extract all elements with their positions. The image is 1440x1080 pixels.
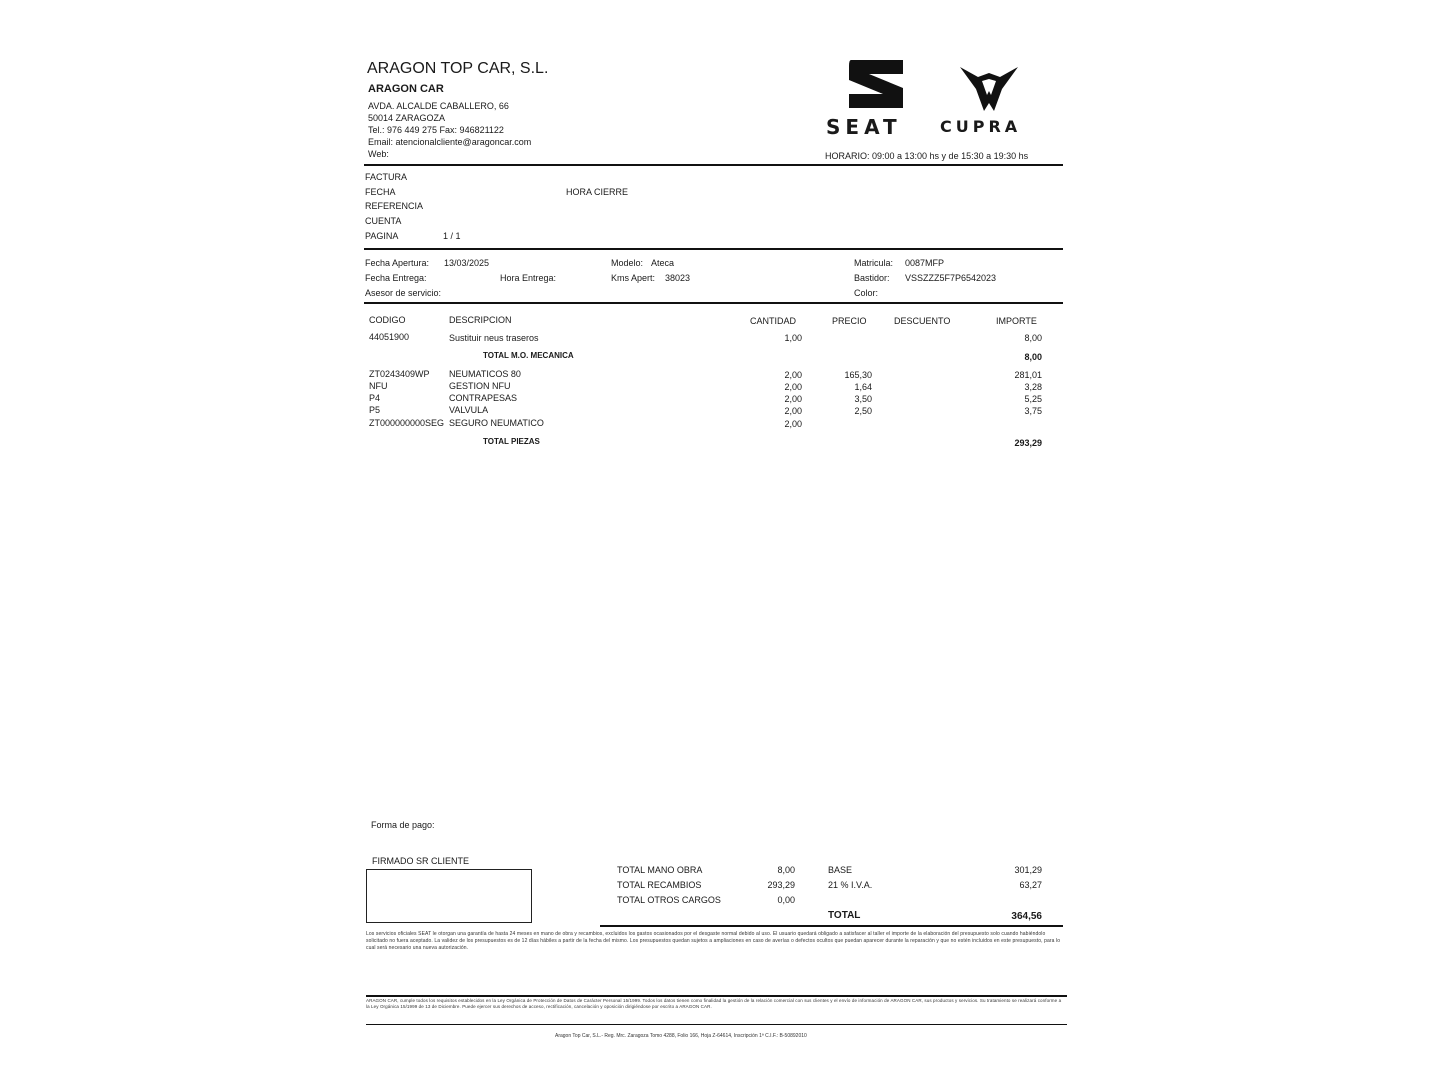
registry-text: Aragon Top Car, S.L.- Reg. Mrc. Zaragoza Tomo 4288, Folio 166, Hoja Z-64614, Inscripción 1ª C.I.F.: B-50892010 xyxy=(555,1033,807,1039)
value-kms: 38023 xyxy=(665,273,691,283)
value-modelo: Ateca xyxy=(651,258,675,268)
labor-total-value: 8,00 xyxy=(1024,352,1042,362)
seat-wordmark: SEAT xyxy=(826,115,902,139)
labor-row-cantidad: 1,00 xyxy=(784,333,802,343)
vehicle-divider xyxy=(364,302,1063,304)
part-row-5-cantidad: 2,00 xyxy=(784,419,802,429)
labor-total-label: TOTAL M.O. MECANICA xyxy=(483,351,574,360)
parts-total-value: 293,29 xyxy=(1014,438,1042,448)
label-hora-cierre: HORA CIERRE xyxy=(566,187,629,197)
summary-mano-obra-label: TOTAL MANO OBRA xyxy=(617,865,703,875)
part-row-1-precio: 165,30 xyxy=(844,370,872,380)
label-color: Color: xyxy=(854,288,879,298)
company-phone: Tel.: 976 449 275 Fax: 946821122 xyxy=(368,125,504,135)
part-row-3-descripcion: CONTRAPESAS xyxy=(449,393,518,403)
labor-row-importe: 8,00 xyxy=(1024,333,1042,343)
part-row-4-importe: 3,75 xyxy=(1024,406,1042,416)
seat-logo-icon xyxy=(845,58,907,110)
company-name: ARAGON TOP CAR, S.L. xyxy=(367,60,549,77)
company-web: Web: xyxy=(368,149,389,159)
label-modelo: Modelo: xyxy=(611,258,644,268)
company-email: Email: atencionalcliente@aragoncar.com xyxy=(368,137,532,147)
summary-iva-label: 21 % I.V.A. xyxy=(828,880,873,890)
part-row-2-cantidad: 2,00 xyxy=(784,382,802,392)
company-address-line1: AVDA. ALCALDE CABALLERO, 66 xyxy=(368,101,509,111)
label-asesor: Asesor de servicio: xyxy=(365,288,442,298)
col-header-codigo: CODIGO xyxy=(369,315,406,325)
summary-total-label: TOTAL xyxy=(828,910,861,921)
part-row-4-descripcion: VALVULA xyxy=(449,405,489,415)
legal-divider xyxy=(366,995,1067,997)
summary-base-value: 301,29 xyxy=(1014,865,1042,875)
summary-iva-value: 63,27 xyxy=(1019,880,1042,890)
parts-total-label: TOTAL PIEZAS xyxy=(483,437,540,446)
labor-row-codigo: 44051900 xyxy=(369,332,410,342)
signature-label: FIRMADO SR CLIENTE xyxy=(372,856,470,866)
part-row-3-precio: 3,50 xyxy=(854,394,872,404)
part-row-4-cantidad: 2,00 xyxy=(784,406,802,416)
part-row-1-descripcion: NEUMATICOS 80 xyxy=(449,369,521,379)
label-hora-entrega: Hora Entrega: xyxy=(500,273,557,283)
part-row-1-codigo: ZT0243409WP xyxy=(369,369,430,379)
label-cuenta: CUENTA xyxy=(365,216,402,226)
summary-recambios-value: 293,29 xyxy=(767,880,795,890)
summary-divider xyxy=(600,925,1063,927)
summary-otros-label: TOTAL OTROS CARGOS xyxy=(617,895,721,905)
summary-recambios-label: TOTAL RECAMBIOS xyxy=(617,880,702,890)
company-address-line2: 50014 ZARAGOZA xyxy=(368,113,446,123)
label-matricula: Matricula: xyxy=(854,258,894,268)
part-row-5-descripcion: SEGURO NEUMATICO xyxy=(449,418,544,428)
col-header-cantidad: CANTIDAD xyxy=(750,316,797,326)
col-header-descripcion: DESCRIPCION xyxy=(449,315,512,325)
cupra-wordmark: CUPRA xyxy=(940,117,1022,136)
summary-mano-obra-value: 8,00 xyxy=(777,865,795,875)
part-row-2-precio: 1,64 xyxy=(854,382,872,392)
label-referencia: REFERENCIA xyxy=(365,201,424,211)
part-row-1-cantidad: 2,00 xyxy=(784,370,802,380)
value-fecha-apertura: 13/03/2025 xyxy=(444,258,490,268)
col-header-importe: IMPORTE xyxy=(996,316,1037,326)
legal-divider-bottom xyxy=(366,1024,1067,1025)
part-row-3-cantidad: 2,00 xyxy=(784,394,802,404)
label-kms: Kms Apert: xyxy=(611,273,656,283)
summary-total-value: 364,56 xyxy=(1011,911,1042,922)
value-bastidor: VSSZZZ5F7P6542023 xyxy=(905,273,997,283)
warranty-text: Los servicios oficiales SEAT le otorgan una garantía de hasta 24 meses en mano de obra y recambios, excluidos los gastos ocasionados por el desgaste normal debido al uso. El usuario quedará obligado a satisfacer al taller el importe de la elaboración del presupuesto solo cuando habiéndolo solicitado no fuera aceptado. La validez de los presupuestos es de 12 días hábiles a partir de la fecha del mismo. Los presupuestos quedan sujetos a ampliaciones en caso de averías o defectos ocultos que puedan aparecer durante la reparación y que no estén incluidos en este presupuesto, para lo cual será necesario una nueva autorización. xyxy=(366,931,1061,951)
part-row-2-codigo: NFU xyxy=(369,381,388,391)
value-pagina: 1 / 1 xyxy=(443,231,461,241)
part-row-2-importe: 3,28 xyxy=(1024,382,1042,392)
col-header-descuento: DESCUENTO xyxy=(894,316,951,326)
col-header-precio: PRECIO xyxy=(832,316,867,326)
label-fecha: FECHA xyxy=(365,187,396,197)
opening-hours: HORARIO: 09:00 a 13:00 hs y de 15:30 a 19:30 hs xyxy=(825,151,1029,161)
payment-method-label: Forma de pago: xyxy=(371,820,435,830)
fields-divider xyxy=(364,248,1063,250)
labor-row-descripcion: Sustituir neus traseros xyxy=(449,333,539,343)
part-row-1-importe: 281,01 xyxy=(1014,370,1042,380)
header-divider xyxy=(364,164,1063,166)
part-row-3-importe: 5,25 xyxy=(1024,394,1042,404)
label-factura: FACTURA xyxy=(365,172,408,182)
cupra-logo-icon xyxy=(958,63,1020,113)
value-matricula: 0087MFP xyxy=(905,258,945,268)
label-pagina: PAGINA xyxy=(365,231,399,241)
company-trade-name: ARAGON CAR xyxy=(368,83,444,95)
part-row-5-codigo: ZT000000000SEG xyxy=(369,418,445,428)
summary-base-label: BASE xyxy=(828,865,853,875)
part-row-4-codigo: P5 xyxy=(369,405,381,415)
privacy-text: ARAGON CAR, cumple todos los requisitos establecidos en la Ley Orgánica de Protección de Datos de Carácter Personal 15/1999. Todos los datos tienen como finalidad la gestión de la relación comercial con sus clientes y el envío de información de ARAGON CAR, sus productos y servicios. Su tratamiento se realizará conforme a la Ley Orgánica 15/1999 de 13 de Diciembre. Puede ejercer sus derechos de acceso, rectificación, cancelación y oposición dirigiéndose por escrito a ARAGON CAR. xyxy=(366,998,1062,1009)
summary-otros-value: 0,00 xyxy=(777,895,795,905)
signature-box xyxy=(366,869,532,923)
label-fecha-apertura: Fecha Apertura: xyxy=(365,258,430,268)
label-bastidor: Bastidor: xyxy=(854,273,890,283)
part-row-2-descripcion: GESTION NFU xyxy=(449,381,511,391)
part-row-4-precio: 2,50 xyxy=(854,406,872,416)
part-row-3-codigo: P4 xyxy=(369,393,381,403)
label-fecha-entrega: Fecha Entrega: xyxy=(365,273,427,283)
